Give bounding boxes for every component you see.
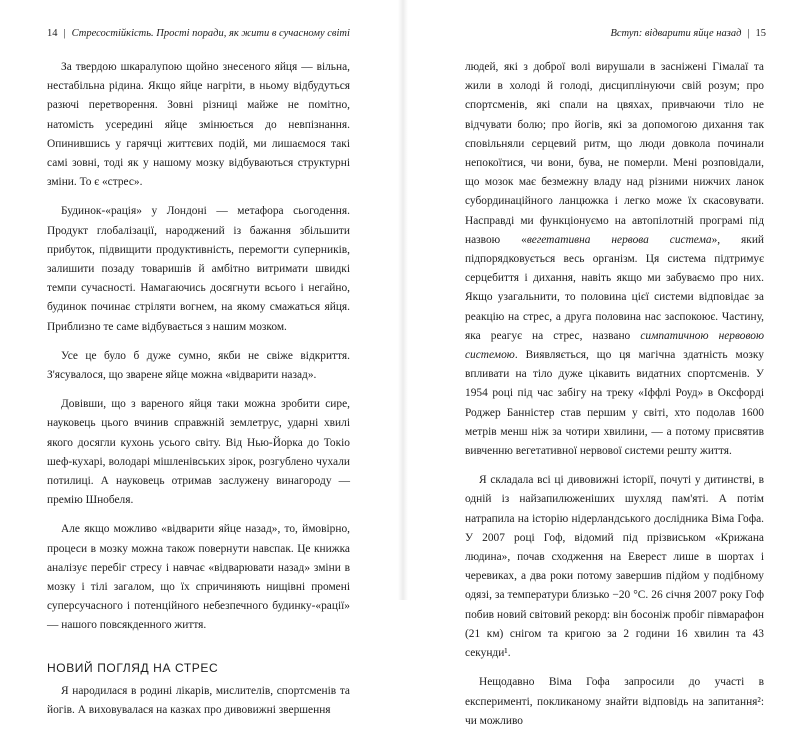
paragraph: Довівши, що з вареного яйця таки можна зробити сире, науковець цього вчинив справжній землетрус, ударні хвилі якого досягли кухонь усього світу. Від Нью-Йорка до Токіо шеф-кухарі, володарі мішленівських зірок, розгублено чухали потилиці. А науковець отримав заслужену винагороду — премію Шнобеля. bbox=[47, 398, 350, 507]
paragraph: Будинок-«рація» у Лондоні — метафора сьогодення. Продукт глобалізації, народжений із бажання збільшити прибуток, підвищити продуктивність, перемогти суперників, залишити позаду товаришів й амбітно витримати швидкі темпи сучасності. Намагаючись досягнути всього і негайно, будинок починає стріляти вогнем, на якому смажаться яйця. Приблизно те саме відбувається з нашим мозком. bbox=[47, 205, 350, 333]
right-page-number: 15 bbox=[755, 28, 766, 39]
section-heading: НОВИЙ ПОГЛЯД НА СТРЕС bbox=[47, 660, 219, 675]
paragraph: Я народилася в родині лікарів, мислителів, спортсменів та йогів. А виховувалася на казках про дивовижні звершення bbox=[47, 684, 350, 716]
paragraph: Але якщо можливо «відварити яйце назад», то, ймовірно, процеси в мозку можна також повернути навспак. Це книжка аналізує перебіг стресу і навчає «відварювати назад» зміни в мозку і тілі загалом, що їх спричиняють нищівні промені суперсучасного і потенційного небезпечного будинку-«рації» — нашого повсякденного життя. bbox=[47, 523, 350, 632]
paragraph: Усе це було б дуже сумно, якби не свіже відкриття. З'ясувалося, що зварене яйце можна «відварити назад». bbox=[47, 349, 350, 382]
paragraph: Я складала всі ці дивовижні історії, почуті у дитинстві, в одній із найзапилюженіших шухляд пам'яті. А потім натрапила на історію нідерландського дослідника Віма Гофа. У 2007 році Гоф, відомий під прізвиськом «Крижана людина», почав сходження на Еверест лише в шортах і черевиках, а два роки потому завершив підйом у подібному одязі, за температури близько −20 °C. 26 січня 2007 року Гоф побив новий світовий рекорд: він босоніж пробіг півмарафон (21 км) снігом та кригою за 2 години 16 хвилин та 43 секунди¹. bbox=[465, 474, 764, 660]
header-separator: | bbox=[63, 28, 66, 39]
italic-term: симпатичною нервовою системою bbox=[465, 329, 764, 362]
paragraph: За твердою шкаралупою щойно знесеного яйця — вільна, нестабільна рідина. Якщо яйце нагріти, в ньому відбудуться разючі перетворення. Зовні різниці майже не помітно, натомість усередині яйце змінюється до невпізнання. Опинившись у гарячці життєвих подій, ми лишаємося такі самі зовні, тоді як у нашому мозку відбуваються структурні зміни. То є «стрес». bbox=[47, 61, 350, 189]
left-running-header bbox=[47, 27, 350, 41]
left-running-title: Стресостійкість. Прості поради, як жити в сучасному світі bbox=[71, 28, 350, 39]
text-run: . Виявляється, що ця магічна здатність мозку впливати на тіло дуже цікавить видатних спортсменів. У 1954 році під час забігу на треку «Іффлі Роуд» в Оксфорді Роджер Банністер став першим у світі, хто подолав 1600 метрів менш ніж за чотири хвилини, — а потому присвятив вивченню вегетативної нервової системи решту життя. bbox=[465, 349, 764, 458]
italic-term: вегетативна нервова система bbox=[526, 233, 712, 246]
right-running-header bbox=[610, 27, 766, 41]
right-page bbox=[406, 0, 806, 727]
header-separator: | bbox=[747, 28, 750, 39]
paragraph bbox=[465, 58, 764, 461]
right-running-title: Вступ: відварити яйце назад bbox=[610, 28, 742, 39]
paragraph: Нещодавно Віма Гофа запросили до участі в експерименті, покликаному знайти відповідь на запитання²: чи можливо bbox=[465, 676, 764, 727]
left-page bbox=[0, 0, 400, 716]
left-page-body bbox=[47, 58, 350, 720]
text-run: », який підпорядковується весь організм. Ця система підтримує серцебиття і дихання, навіть якщо ми забуваємо про них. Якщо узагальнити, то половина цієї системи відповідає за реакцію на стрес, а друга половина нас заспокоює. Частину, яка реагує на стрес, названо bbox=[465, 233, 765, 342]
left-page-number: 14 bbox=[47, 28, 58, 39]
right-page-body bbox=[465, 58, 764, 731]
text-run: людей, які з доброї волі вирушали в засніжені Гімалаї та жили в холоді й голоді, дисциплінуючи свій розум; про спортсменів, які спали на цвяхах, привчаючи тіло не відчувати болю; про йогів, які за допомогою дихання так сповільняли серцевий ритм, що люди довкола починали непокоїтися, чи вони, бува, не померли. Мені розповідали, що мозок має безмежну владу над різними нижчих ланок субординаційного ланцюжка і легко може їх скасовувати. Насправді ми функціонуємо на автопілотній програмі під назвою « bbox=[465, 61, 764, 246]
